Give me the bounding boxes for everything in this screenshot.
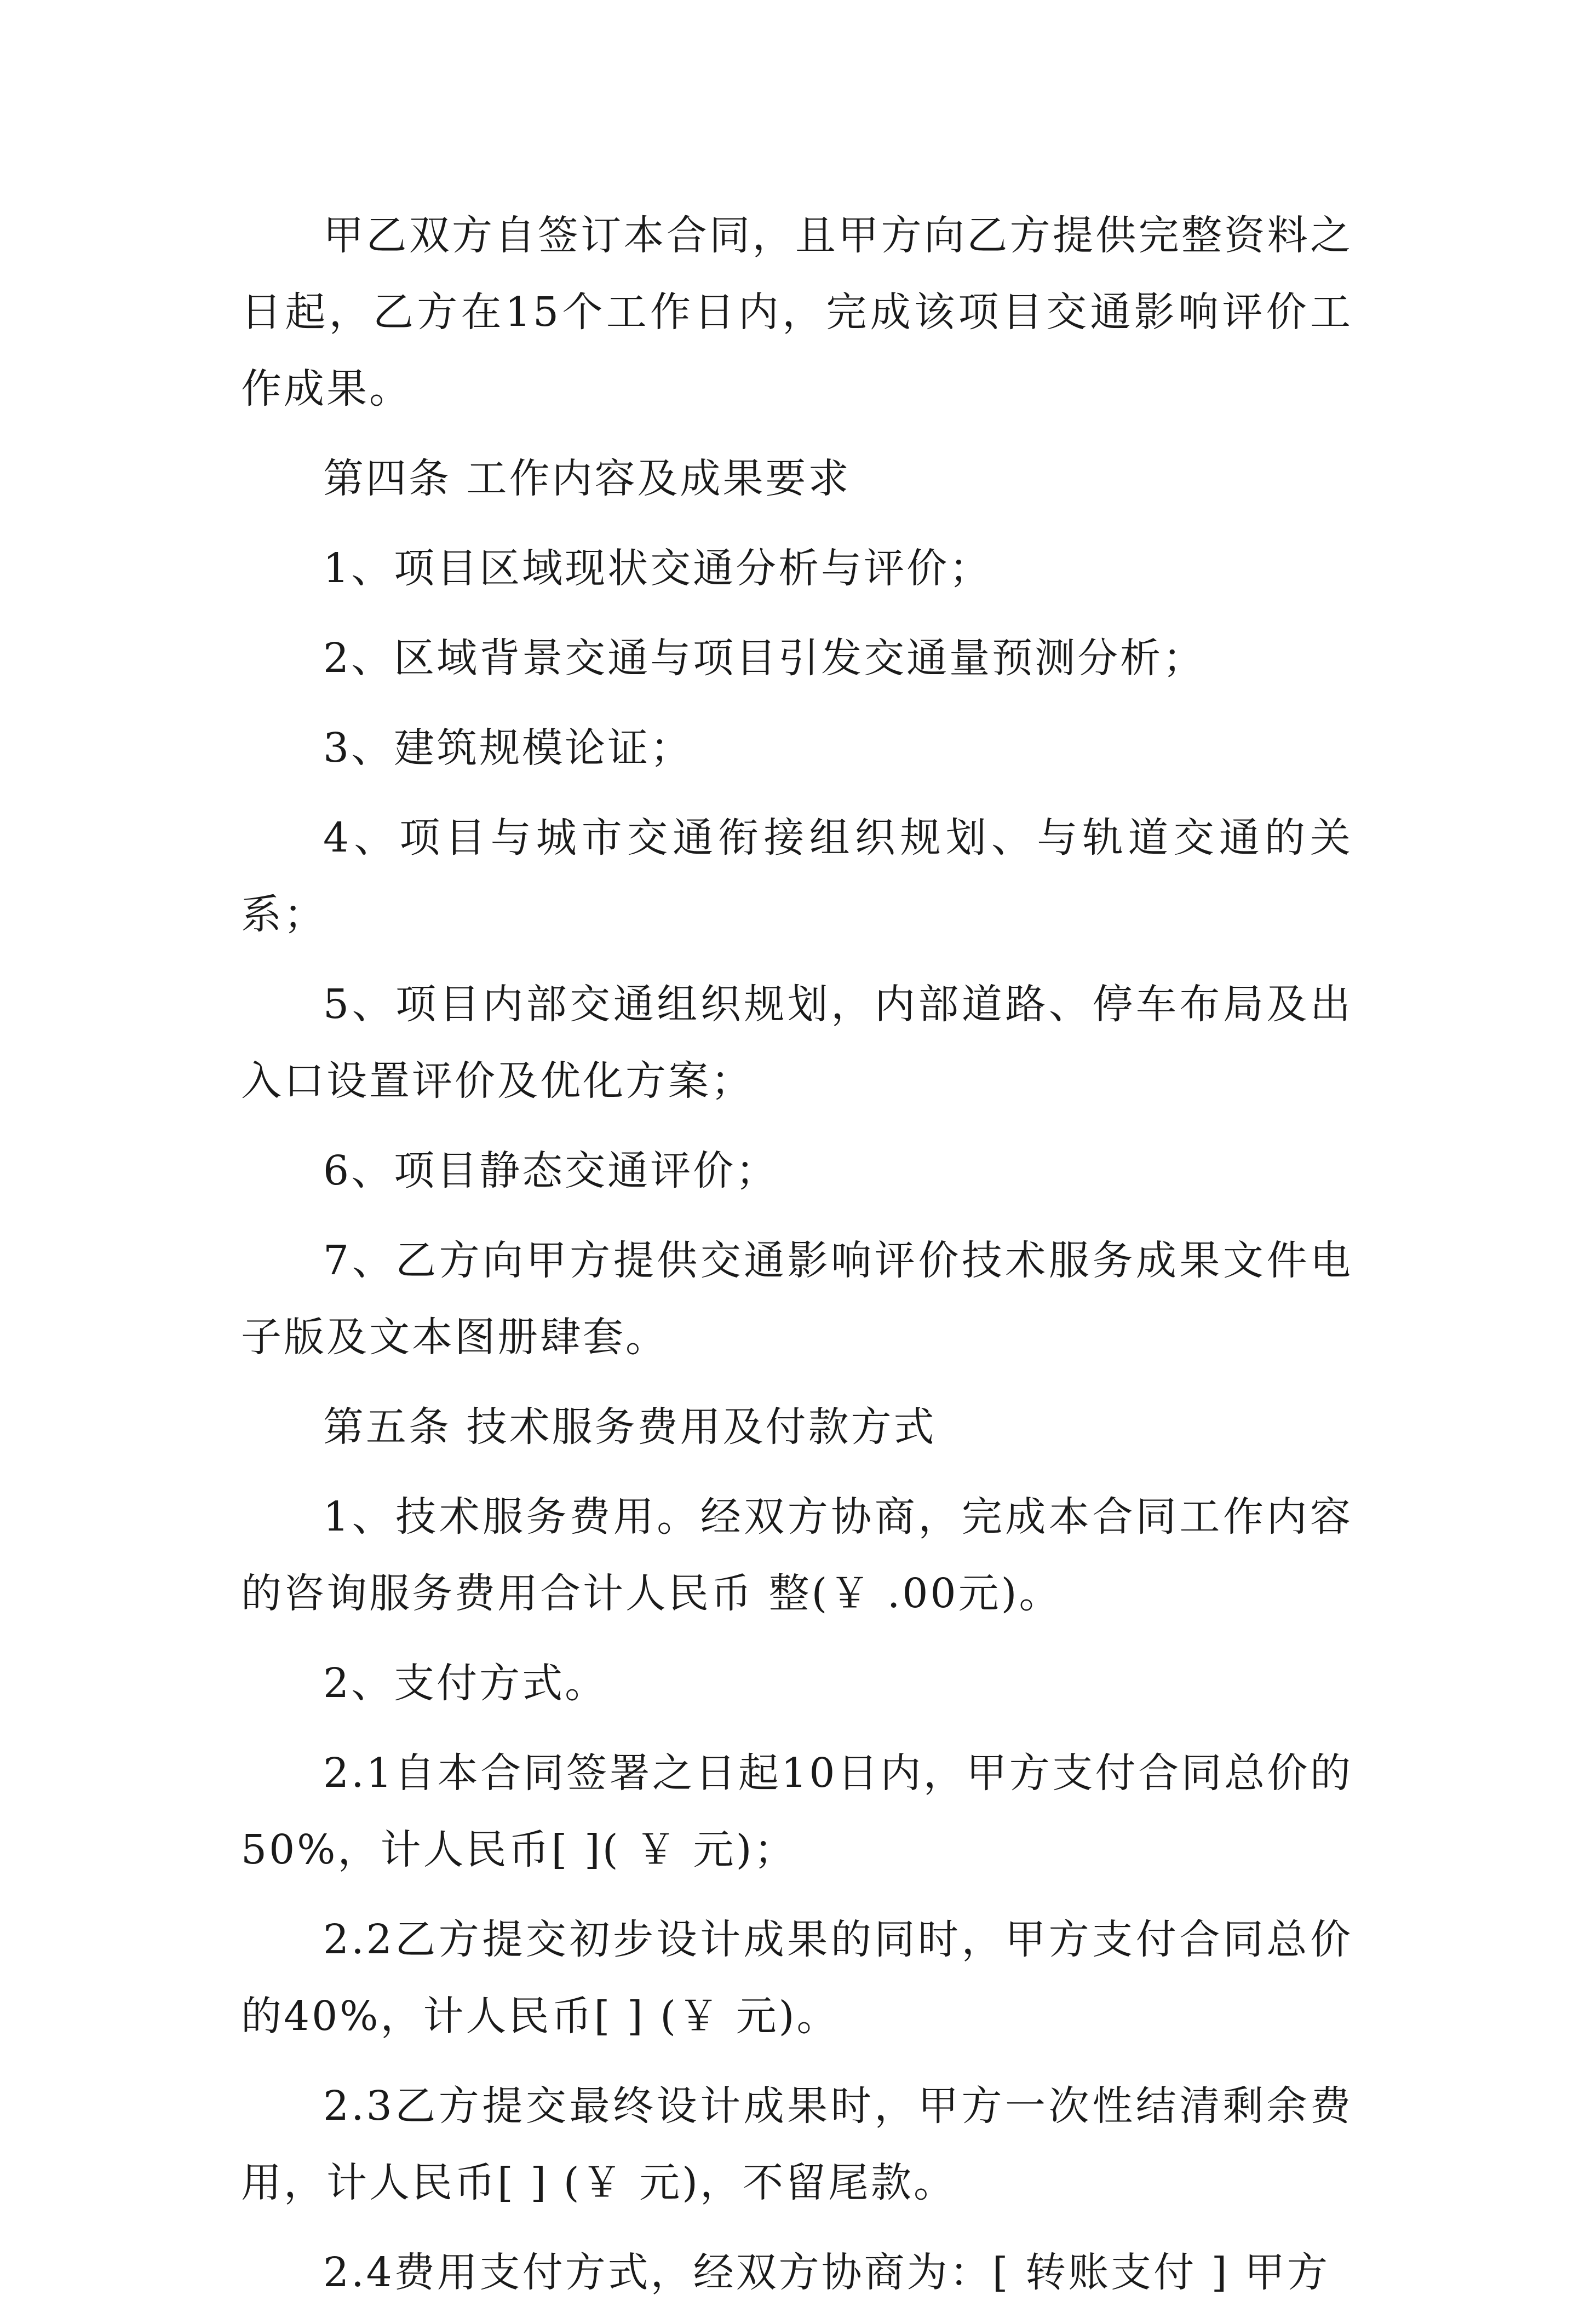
list-item: 1、项目区域现状交通分析与评价； <box>323 545 992 592</box>
article-5-heading: 第五条 技术服务费用及付款方式 <box>323 1403 937 1451</box>
article-4-heading: 第四条 工作内容及成果要求 <box>323 455 851 502</box>
document-body <box>241 197 1353 2324</box>
list-item: 4、项目与城市交通衔接组织规划、与轨道交通的关系； <box>241 814 1353 938</box>
list-item: 5、项目内部交通组织规划，内部道路、停车布局及出入口设置评价及优化方案； <box>241 981 1353 1105</box>
paragraph-schedule: 甲乙双方自签订本合同，且甲方向乙方提供完整资料之日起，乙方在15个工作日内，完成该项目交通影响评价工作成果。 <box>241 212 1353 412</box>
payment-clause: 2.4费用支付方式，经双方协商为：[ 转账支付 ] 甲方 <box>323 2249 1330 2296</box>
list-item: 2、区域背景交通与项目引发交通量预测分析； <box>323 635 1206 682</box>
list-item: 3、建筑规模论证； <box>323 724 693 772</box>
payment-clause: 2.3乙方提交最终设计成果时，甲方一次性结清剩余费用，计人民币[ ] (￥ 元)，不留尾款。 <box>241 2083 1353 2206</box>
list-item: 7、乙方向甲方提供交通影响评价技术服务成果文件电子版及文本图册肆套。 <box>241 1237 1353 1361</box>
payment-method-heading: 2、支付方式。 <box>323 1660 608 1707</box>
fee-paragraph: 1、技术服务费用。经双方协商，完成本合同工作内容的咨询服务费用合计人民币 整(￥ .00元)。 <box>241 1493 1353 1617</box>
payment-clause: 2.2乙方提交初步设计成果的同时，甲方支付合同总价的40%，计人民币[ ] (￥ 元)。 <box>241 1916 1353 2040</box>
payment-clause: 2.1自本合同签署之日起10日内，甲方支付合同总价的50%，计人民币[ ]( ￥ 元)； <box>241 1750 1353 1873</box>
list-item: 6、项目静态交通评价； <box>323 1147 779 1194</box>
